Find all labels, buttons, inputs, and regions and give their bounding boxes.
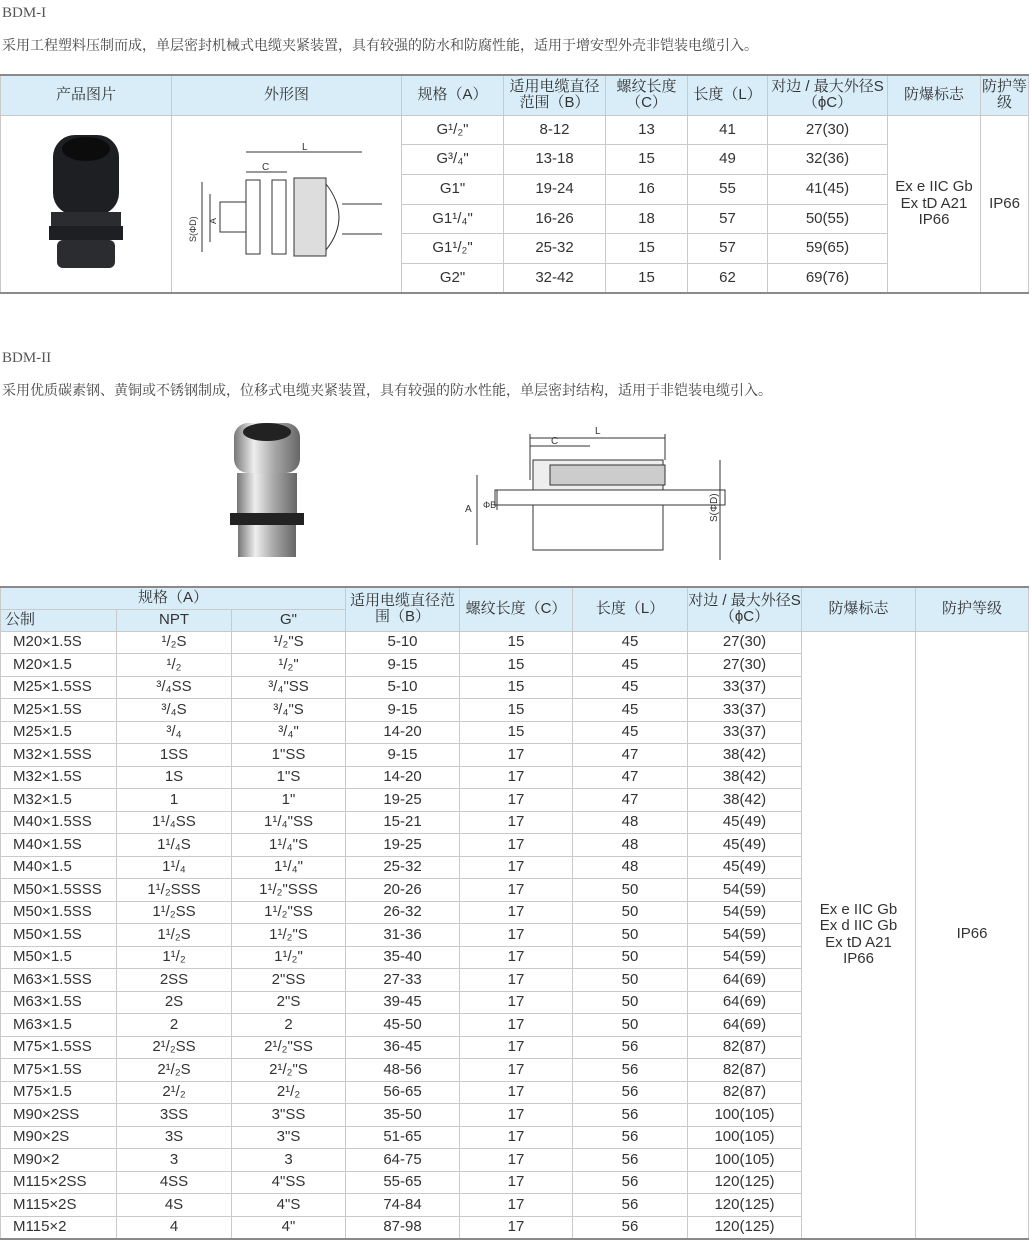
cell-npt: 2¹/₂ [117,1081,232,1104]
ex-mark-cell [888,115,981,293]
protection-cell: IP66 [981,115,1029,293]
header-protection: 防护等级 [981,75,1029,115]
cell-npt: 1¹/₄S [117,834,232,857]
cell-across-flats: 64(69) [688,1014,802,1037]
cell-thread-length: 17 [460,1216,573,1239]
cell-g: 3"SS [232,1104,346,1127]
cell-metric: M20×1.5 [1,654,117,677]
cell-metric: M63×1.5 [1,1014,117,1037]
cell-thread-length: 17 [460,1149,573,1172]
cell-npt: ³/₄ [117,721,232,744]
ex-mark-cell [802,631,916,1239]
cell-thread-length: 15 [460,721,573,744]
cell-cable-range: 13-18 [504,145,606,175]
cell-npt: 1¹/₂SS [117,901,232,924]
header-spec: 规格（A） [1,587,346,609]
cell-cable-range: 48-56 [346,1059,460,1082]
header-length: 长度（L） [573,587,688,631]
cell-g: 1¹/₂"SS [232,901,346,924]
cell-spec: G³/₄" [402,145,504,175]
cell-g: 4"S [232,1194,346,1217]
cell-npt: 3 [117,1149,232,1172]
cell-npt: 1¹/₄SS [117,811,232,834]
cell-metric: M115×2 [1,1216,117,1239]
cell-thread-length: 17 [460,879,573,902]
cell-spec: G¹/₂" [402,115,504,145]
section2-title: BDM-II [2,350,52,366]
header-product-image: 产品图片 [1,75,172,115]
cell-g: 1¹/₄"S [232,834,346,857]
cell-thread-length: 17 [460,744,573,767]
cell-g: ³/₄" [232,721,346,744]
cell-cable-range: 74-84 [346,1194,460,1217]
cell-spec: G1¹/₂" [402,234,504,264]
cell-across-flats: 69(76) [768,263,888,293]
dim-label-c: C [551,436,559,447]
header-protection: 防护等级 [916,587,1029,631]
cell-g: 2"S [232,991,346,1014]
cell-g: 2¹/₂"S [232,1059,346,1082]
cell-g: 1¹/₂"S [232,924,346,947]
cell-cable-range: 20-26 [346,879,460,902]
dim-label-l: L [301,141,308,153]
cell-length: 56 [573,1036,688,1059]
cell-length: 48 [573,856,688,879]
cell-length: 50 [573,924,688,947]
cell-metric: M32×1.5SS [1,744,117,767]
cell-length: 55 [688,174,768,204]
cell-metric: M32×1.5 [1,789,117,812]
ex-mark-line: Ex d IIC Gb [819,917,898,934]
cell-length: 50 [573,901,688,924]
cell-npt: 1¹/₄ [117,856,232,879]
cell-thread-length: 17 [460,946,573,969]
cell-npt: 3SS [117,1104,232,1127]
cell-npt: 1¹/₂ [117,946,232,969]
cell-across-flats: 54(59) [688,946,802,969]
cell-npt: ¹/₂ [117,654,232,677]
cell-cable-range: 35-40 [346,946,460,969]
header-spec: 规格（A） [402,75,504,115]
cell-across-flats: 45(49) [688,811,802,834]
cell-across-flats: 41(45) [768,174,888,204]
cell-across-flats: 100(105) [688,1149,802,1172]
cell-length: 47 [573,789,688,812]
cell-metric: M115×2SS [1,1171,117,1194]
outline-drawing-cell [172,115,402,293]
product-image-cell [1,115,172,293]
cell-across-flats: 54(59) [688,901,802,924]
cell-npt: 4S [117,1194,232,1217]
cell-metric: M25×1.5 [1,721,117,744]
cell-g: 1"S [232,766,346,789]
cell-cable-range: 51-65 [346,1126,460,1149]
cell-length: 47 [573,744,688,767]
cell-thread-length: 17 [460,991,573,1014]
cell-length: 50 [573,946,688,969]
cell-cable-range: 27-33 [346,969,460,992]
cell-metric: M90×2S [1,1126,117,1149]
cell-npt: ³/₄S [117,699,232,722]
table-row [1,631,1029,654]
cell-g: 1" [232,789,346,812]
cell-npt: 2 [117,1014,232,1037]
cell-length: 57 [688,234,768,264]
cell-across-flats: 100(105) [688,1126,802,1149]
header-thread-length: 螺纹长度（C） [460,587,573,631]
cell-spec: G1¹/₄" [402,204,504,234]
cell-thread-length: 17 [460,856,573,879]
header-ex-mark: 防爆标志 [888,75,981,115]
cell-thread-length: 17 [460,1081,573,1104]
header-cable-range: 适用电缆直径范围（B） [504,75,606,115]
cell-cable-range: 9-15 [346,744,460,767]
cell-cable-range: 19-25 [346,834,460,857]
cell-cable-range: 14-20 [346,766,460,789]
cell-thread-length: 17 [460,811,573,834]
cell-cable-range: 55-65 [346,1171,460,1194]
cell-metric: M63×1.5S [1,991,117,1014]
cell-across-flats: 82(87) [688,1036,802,1059]
header-npt: NPT [117,609,232,631]
header-thread-length: 螺纹长度（C） [606,75,688,115]
cell-thread-length: 17 [460,924,573,947]
dim-label-c: C [261,161,269,173]
cell-across-flats: 120(125) [688,1194,802,1217]
cell-g: 3 [232,1149,346,1172]
cell-cable-range: 16-26 [504,204,606,234]
cell-g: 1¹/₄"SS [232,811,346,834]
ex-mark-line: Ex tD A21 [900,194,968,212]
cell-cable-range: 19-24 [504,174,606,204]
cell-npt: 2¹/₂S [117,1059,232,1082]
cell-g: 1¹/₄" [232,856,346,879]
header-length: 长度（L） [688,75,768,115]
cell-length: 49 [688,145,768,175]
cell-metric: M50×1.5SSS [1,879,117,902]
cell-g: 1¹/₂" [232,946,346,969]
cell-g: ¹/₂" [232,654,346,677]
cell-metric: M40×1.5 [1,856,117,879]
cell-length: 56 [573,1194,688,1217]
cell-spec: G2" [402,263,504,293]
cell-thread-length: 15 [460,676,573,699]
cell-thread-length: 17 [460,1059,573,1082]
cell-cable-range: 32-42 [504,263,606,293]
cell-across-flats: 82(87) [688,1059,802,1082]
bdm2-outline-drawing [455,420,735,565]
cell-thread-length: 18 [606,204,688,234]
cell-thread-length: 17 [460,789,573,812]
cell-thread-length: 17 [460,766,573,789]
dim-label-l: L [595,426,601,437]
cell-thread-length: 17 [460,1036,573,1059]
ex-mark-line: Ex tD A21 [825,933,892,951]
cell-thread-length: 15 [460,631,573,654]
cell-length: 48 [573,811,688,834]
cell-g: 2¹/₂ [232,1081,346,1104]
cell-across-flats: 120(125) [688,1216,802,1239]
cell-length: 45 [573,654,688,677]
bdm1-product-image [31,127,141,277]
cell-length: 50 [573,991,688,1014]
cell-metric: M50×1.5S [1,924,117,947]
cell-across-flats: 27(30) [768,115,888,145]
cell-thread-length: 17 [460,1194,573,1217]
cell-across-flats: 33(37) [688,699,802,722]
cell-thread-length: 17 [460,834,573,857]
cell-g: 2 [232,1014,346,1037]
header-g: G" [232,609,346,631]
cell-length: 56 [573,1059,688,1082]
cell-length: 56 [573,1216,688,1239]
cell-cable-range: 31-36 [346,924,460,947]
cell-metric: M75×1.5S [1,1059,117,1082]
cell-thread-length: 17 [460,1126,573,1149]
cell-length: 56 [573,1126,688,1149]
cell-thread-length: 17 [460,1171,573,1194]
cell-thread-length: 15 [460,699,573,722]
cell-thread-length: 17 [460,1104,573,1127]
cell-g: 4" [232,1216,346,1239]
cell-thread-length: 17 [460,1014,573,1037]
cell-length: 56 [573,1104,688,1127]
cell-metric: M90×2SS [1,1104,117,1127]
header-outline: 外形图 [172,75,402,115]
dim-label-s: S(ΦD) [709,493,720,522]
cell-cable-range: 26-32 [346,901,460,924]
bdm2-product-image [222,418,312,563]
cell-across-flats: 32(36) [768,145,888,175]
cell-cable-range: 56-65 [346,1081,460,1104]
dim-label-s: S(ΦD) [187,215,198,242]
cell-cable-range: 25-32 [504,234,606,264]
cell-length: 50 [573,1014,688,1037]
header-cable-range: 适用电缆直径范围（B） [346,587,460,631]
cell-g: 1¹/₂"SSS [232,879,346,902]
cell-thread-length: 17 [460,969,573,992]
cell-cable-range: 5-10 [346,631,460,654]
dim-label-a: A [465,504,472,515]
cell-metric: M20×1.5S [1,631,117,654]
cell-cable-range: 64-75 [346,1149,460,1172]
cell-thread-length: 15 [606,263,688,293]
cell-cable-range: 9-15 [346,654,460,677]
cell-across-flats: 38(42) [688,744,802,767]
cell-g: 2"SS [232,969,346,992]
cell-length: 45 [573,676,688,699]
cell-metric: M90×2 [1,1149,117,1172]
ex-mark-line: IP66 [843,950,874,967]
cell-thread-length: 16 [606,174,688,204]
cell-metric: M32×1.5S [1,766,117,789]
cell-cable-range: 39-45 [346,991,460,1014]
cell-cable-range: 9-15 [346,699,460,722]
cell-metric: M50×1.5 [1,946,117,969]
cell-length: 56 [573,1149,688,1172]
cell-length: 56 [573,1081,688,1104]
cell-across-flats: 120(125) [688,1171,802,1194]
cell-across-flats: 33(37) [688,721,802,744]
cell-across-flats: 64(69) [688,969,802,992]
cell-npt: 4 [117,1216,232,1239]
cell-across-flats: 50(55) [768,204,888,234]
cell-across-flats: 33(37) [688,676,802,699]
cell-across-flats: 54(59) [688,924,802,947]
cell-npt: 1S [117,766,232,789]
cell-length: 50 [573,879,688,902]
cell-across-flats: 38(42) [688,789,802,812]
cell-across-flats: 27(30) [688,631,802,654]
cell-cable-range: 8-12 [504,115,606,145]
cell-metric: M40×1.5SS [1,811,117,834]
cell-across-flats: 45(49) [688,856,802,879]
cell-cable-range: 15-21 [346,811,460,834]
ex-mark-line: Ex e IIC Gb [895,178,973,196]
bdm1-outline-drawing [182,142,392,262]
cell-metric: M50×1.5SS [1,901,117,924]
header-metric: 公制 [1,609,117,631]
cell-length: 45 [573,721,688,744]
cell-across-flats: 100(105) [688,1104,802,1127]
cell-metric: M75×1.5 [1,1081,117,1104]
protection-cell: IP66 [916,631,1029,1239]
cell-npt: 1 [117,789,232,812]
cell-across-flats: 27(30) [688,654,802,677]
cell-cable-range: 5-10 [346,676,460,699]
cell-metric: M63×1.5SS [1,969,117,992]
cell-npt: 4SS [117,1171,232,1194]
cell-npt: 2SS [117,969,232,992]
cell-across-flats: 45(49) [688,834,802,857]
cell-g: 1"SS [232,744,346,767]
cell-length: 45 [573,699,688,722]
cell-metric: M75×1.5SS [1,1036,117,1059]
cell-cable-range: 25-32 [346,856,460,879]
cell-across-flats: 82(87) [688,1081,802,1104]
cell-g: ¹/₂"S [232,631,346,654]
cell-metric: M25×1.5SS [1,676,117,699]
cell-cable-range: 36-45 [346,1036,460,1059]
cell-across-flats: 59(65) [768,234,888,264]
section1-title: BDM-I [2,5,47,21]
cell-npt: ¹/₂S [117,631,232,654]
section2-description: 采用优质碳素钢、黄铜或不锈钢制成，位移式电缆夹紧装置，具有较强的防水性能，单层密封结构，适用于非铠装电缆引入。 [2,382,772,398]
cell-npt: ³/₄SS [117,676,232,699]
cell-g: 4"SS [232,1171,346,1194]
cell-across-flats: 64(69) [688,991,802,1014]
table-row [1,115,1029,145]
cell-thread-length: 15 [460,654,573,677]
cell-length: 45 [573,631,688,654]
cell-across-flats: 54(59) [688,879,802,902]
cell-length: 50 [573,969,688,992]
cell-npt: 2¹/₂SS [117,1036,232,1059]
cell-npt: 1¹/₂S [117,924,232,947]
cell-g: ³/₄"SS [232,676,346,699]
cell-thread-length: 15 [606,234,688,264]
cell-metric: M40×1.5S [1,834,117,857]
cell-npt: 1SS [117,744,232,767]
bdm1-spec-table [0,74,1029,294]
cell-length: 57 [688,204,768,234]
cell-g: 2¹/₂"SS [232,1036,346,1059]
dim-label-a: A [207,217,218,224]
cell-length: 62 [688,263,768,293]
cell-thread-length: 17 [460,901,573,924]
cell-metric: M25×1.5S [1,699,117,722]
cell-cable-range: 45-50 [346,1014,460,1037]
cell-thread-length: 13 [606,115,688,145]
bdm2-spec-table [0,586,1029,1240]
cell-cable-range: 14-20 [346,721,460,744]
cell-g: 3"S [232,1126,346,1149]
dim-label-b: ΦB [483,500,497,510]
cell-cable-range: 87-98 [346,1216,460,1239]
header-across-flats: 对边 / 最大外径S（ϕC） [768,75,888,115]
cell-length: 56 [573,1171,688,1194]
ex-mark-line: IP66 [918,211,950,229]
cell-g: ³/₄"S [232,699,346,722]
cell-thread-length: 15 [606,145,688,175]
section1-description: 采用工程塑料压制而成，单层密封机械式电缆夹紧装置，具有较强的防水和防腐性能，适用于增安型外壳非铠装电缆引入。 [2,37,758,53]
cell-npt: 2S [117,991,232,1014]
cell-cable-range: 19-25 [346,789,460,812]
cell-cable-range: 35-50 [346,1104,460,1127]
cell-npt: 3S [117,1126,232,1149]
header-across-flats: 对边 / 最大外径S（ϕC） [688,587,802,631]
cell-length: 48 [573,834,688,857]
cell-length: 47 [573,766,688,789]
cell-spec: G1" [402,174,504,204]
header-ex-mark: 防爆标志 [802,587,916,631]
cell-length: 41 [688,115,768,145]
cell-npt: 1¹/₂SSS [117,879,232,902]
cell-metric: M115×2S [1,1194,117,1217]
cell-across-flats: 38(42) [688,766,802,789]
ex-mark-line: Ex e IIC Gb [819,900,898,918]
